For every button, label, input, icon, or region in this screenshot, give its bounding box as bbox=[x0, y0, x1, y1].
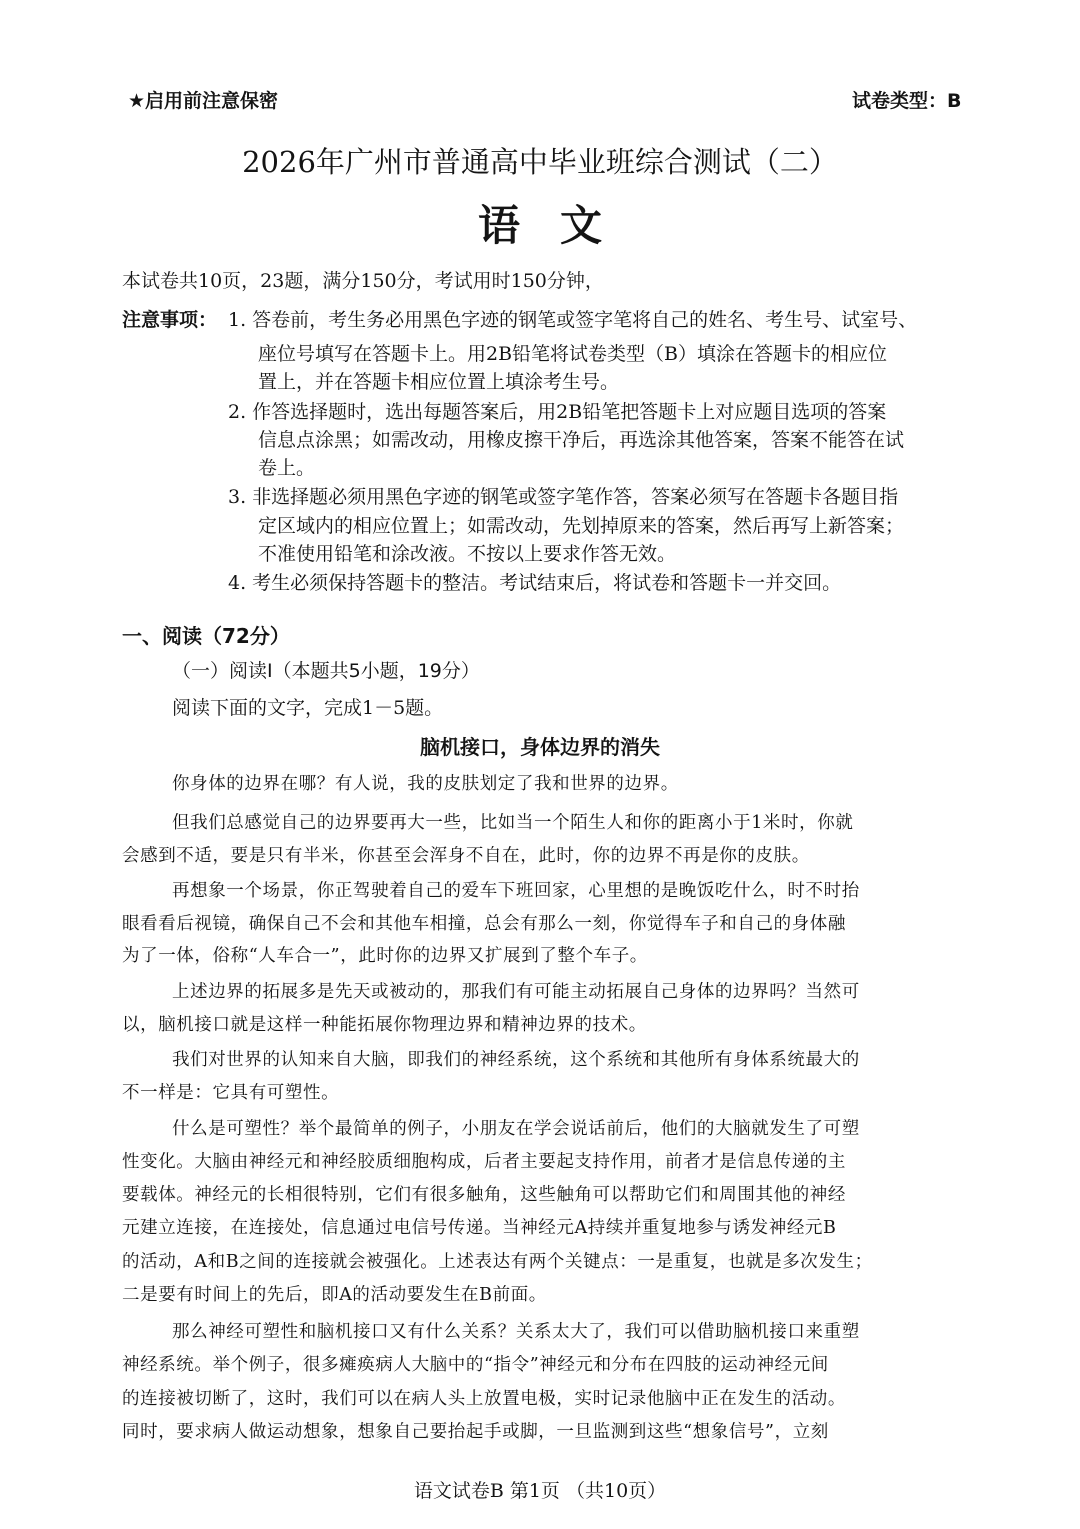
confidential-notice: ★启用前注意保密 bbox=[128, 90, 279, 112]
notice-line: 座位号填写在答题卡上。用2B铅笔将试卷类型（B）填涂在答题卡的相应位 bbox=[258, 343, 888, 365]
notice-line: 卷上。 bbox=[258, 457, 316, 479]
article-line: 为了一体，俗称“人车合一”，此时你的边界又扩展到了整个车子。 bbox=[122, 946, 648, 966]
article-line: 的连接被切断了，这时，我们可以在病人头上放置电极，实时记录他脑中正在发生的活动。 bbox=[122, 1389, 846, 1409]
article-line: 元建立连接，在连接处，信息通过电信号传递。当神经元A持续并重复地参与诱发神经元B bbox=[122, 1218, 837, 1238]
paper-type: 试卷类型：B bbox=[852, 90, 962, 112]
article-line: 再想象一个场景，你正驾驶着自己的爱车下班回家，心里想的是晚饭吃什么，时不时抬 bbox=[172, 881, 860, 901]
article-line: 我们对世界的认知来自大脑，即我们的神经系统，这个系统和其他所有身体系统最大的 bbox=[172, 1050, 860, 1070]
article-line: 眼看看后视镜，确保自己不会和其他车相撞，总会有那么一刻，你觉得车子和自己的身体融 bbox=[122, 914, 846, 934]
notice-label: 注意事项： bbox=[122, 309, 218, 331]
article-line: 不一样是：它具有可塑性。 bbox=[122, 1083, 340, 1103]
notice-line: 3. 非选择题必须用黑色字迹的钢笔或签字笔作答，答案必须写在答题卡各题目指 bbox=[228, 486, 899, 508]
article-line: 以，脑机接口就是这样一种能拓展你物理边界和精神边界的技术。 bbox=[122, 1015, 647, 1035]
notice-line: 2. 作答选择题时，选出每题答案后，用2B铅笔把答题卡上对应题目选项的答案 bbox=[228, 401, 887, 423]
subject-title: 语文 bbox=[477, 201, 642, 250]
article-line: 但我们总感觉自己的边界要再大一些，比如当一个陌生人和你的距离小于1米时，你就 bbox=[172, 813, 854, 833]
article-line: 性变化。大脑由神经元和神经胶质细胞构成，后者主要起支持作用，前者才是信息传递的主 bbox=[122, 1152, 846, 1172]
article-line: 上述边界的拓展多是先天或被动的，那我们有可能主动拓展自己身体的边界吗？当然可 bbox=[172, 982, 860, 1002]
section-heading: 一、阅读（72分） bbox=[122, 624, 290, 648]
article-line: 神经系统。举个例子，很多瘫痪病人大脑中的“指令”神经元和分布在四肢的运动神经元间 bbox=[122, 1355, 829, 1375]
notice-line: 定区域内的相应位置上；如需改动，先划掉原来的答案，然后再写上新答案； bbox=[258, 515, 905, 537]
article-line: 同时，要求病人做运动想象，想象自己要抬起手或脚，一旦监测到这些“想象信号”，立刻 bbox=[122, 1422, 829, 1442]
article-line: 的活动，A和B之间的连接就会被强化。上述表达有两个关键点：一是重复，也就是多次发生； bbox=[122, 1252, 873, 1272]
article-title: 脑机接口，身体边界的消失 bbox=[420, 735, 660, 759]
intro-line: 本试卷共10页，23题，满分150分，考试用时150分钟， bbox=[122, 270, 604, 292]
page-footer: 语文试卷B 第1页 （共10页） bbox=[413, 1480, 667, 1502]
article-line: 什么是可塑性？举个最简单的例子，小朋友在学会说话前后，他们的大脑就发生了可塑 bbox=[172, 1119, 860, 1139]
reading-instruction: 阅读下面的文字，完成1－5题。 bbox=[172, 697, 444, 719]
notice-line: 信息点涂黑；如需改动，用橡皮擦干净后，再选涂其他答案，答案不能答在试 bbox=[258, 429, 905, 451]
article-line: 那么神经可塑性和脑机接口又有什么关系？关系太大了，我们可以借助脑机接口来重塑 bbox=[172, 1322, 860, 1342]
notice-line: 1. 答卷前，考生务必用黑色字迹的钢笔或签字笔将自己的姓名、考生号、试室号、 bbox=[228, 309, 918, 331]
notice-line: 4. 考生必须保持答题卡的整洁。考试结束后，将试卷和答题卡一并交回。 bbox=[228, 572, 842, 594]
article-line: 二是要有时间上的先后，即A的活动要发生在B前面。 bbox=[122, 1285, 547, 1305]
article-line: 要载体。神经元的长相很特别，它们有很多触角，这些触角可以帮助它们和周围其他的神经 bbox=[122, 1185, 846, 1205]
notice-line: 不准使用铅笔和涂改液。不按以上要求作答无效。 bbox=[258, 543, 677, 565]
article-line: 你身体的边界在哪？有人说，我的皮肤划定了我和世界的边界。 bbox=[172, 774, 679, 794]
subsection-heading: （一）阅读Ⅰ（本题共5小题，19分） bbox=[172, 660, 480, 682]
notice-line: 置上，并在答题卡相应位置上填涂考生号。 bbox=[258, 371, 620, 393]
exam-title: 2026年广州市普通高中毕业班综合测试（二） bbox=[242, 145, 838, 179]
article-line: 会感到不适，要是只有半米，你甚至会浑身不自在，此时，你的边界不再是你的皮肤。 bbox=[122, 846, 810, 866]
